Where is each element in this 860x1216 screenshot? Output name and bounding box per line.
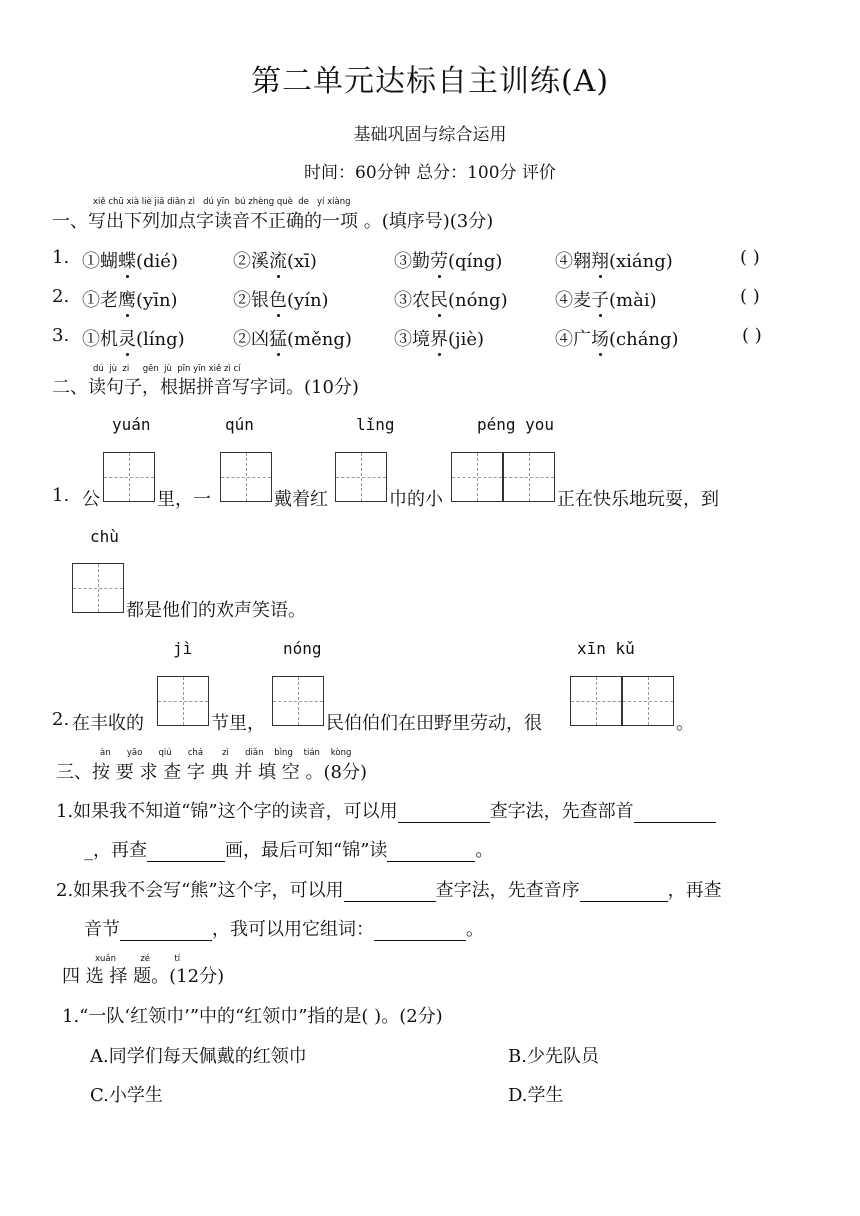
- s1-q2-opt-d: ④麦子(mài): [555, 286, 657, 312]
- s2-q1-pinyin-3: lǐng: [356, 415, 395, 434]
- s1-q1-opt-d: ④翱翔(xiáng): [555, 247, 673, 273]
- emphasis-dot-char: 场: [591, 325, 609, 351]
- s3-q2-text-e: ，我可以用它组词：: [212, 919, 374, 940]
- emphasis-dot-char: 猛: [269, 325, 287, 351]
- emphasis-dot-char: 民: [430, 286, 448, 312]
- writing-box-yuan[interactable]: [103, 452, 155, 502]
- writing-box-peng[interactable]: [451, 452, 503, 502]
- writing-box-you[interactable]: [503, 452, 555, 502]
- section-2-title: 二、读句子，根据拼音写字词。(10分): [52, 377, 359, 398]
- s3-q1-text-c: _，再查: [84, 840, 147, 861]
- exam-meta: 时间：60分钟 总分：100分 评价: [304, 163, 556, 183]
- s3-q2-text-b: 查字法，先查音序: [435, 880, 580, 901]
- writing-box-xin[interactable]: [570, 676, 622, 726]
- emphasis-dot-char: 界: [430, 325, 448, 351]
- s3-q1-blank-method[interactable]: [398, 804, 490, 823]
- s1-q3-opt-b: ②凶猛(měng): [233, 325, 352, 351]
- s2-q2-text-4: 。: [676, 713, 694, 734]
- s4-q1-option-c[interactable]: C.小学生: [90, 1085, 163, 1106]
- writing-box-ku[interactable]: [622, 676, 674, 726]
- s3-q1-blank-strokes[interactable]: [147, 843, 225, 862]
- s2-q2-text-2: 节里，: [211, 713, 265, 734]
- s2-q2-text-1: 在丰收的: [72, 713, 144, 734]
- s1-q3-opt-a: ①机灵(líng): [82, 325, 185, 351]
- s2-q2-pinyin-1: jì: [173, 639, 193, 658]
- s1-q2-opt-b: ②银色(yín): [233, 286, 329, 312]
- s1-q3-num: 3.: [52, 325, 70, 346]
- emphasis-dot-char: 鹰: [118, 286, 136, 312]
- page-subtitle: 基础巩固与综合运用: [353, 125, 507, 145]
- s3-q2-text-f: 。: [466, 919, 484, 940]
- s1-q3-answer-paren[interactable]: ( ): [742, 325, 762, 346]
- s4-q1-option-a[interactable]: A.同学们每天佩戴的红领巾: [90, 1046, 307, 1067]
- s2-q1-text-1: 公: [82, 489, 100, 510]
- s2-q1-text-6: 都是他们的欢声笑语。: [126, 600, 306, 621]
- s1-q1-num: 1.: [52, 247, 70, 268]
- s3-q1-blank-radical[interactable]: [634, 804, 716, 823]
- s3-q2-blank-letter[interactable]: [580, 883, 668, 902]
- s3-q2-text-a: 2.如果我不会写“熊”这个字，可以用: [56, 880, 344, 901]
- s2-q1-pinyin-1: yuán: [112, 415, 151, 434]
- s2-q2-num: 2.: [52, 709, 70, 730]
- section-2-pinyin: dú jù zi gēn jù pīn yīn xiě zì cí: [93, 364, 241, 374]
- s3-q1-blank-reading[interactable]: [387, 843, 475, 862]
- s2-q1-text-2: 里，一: [157, 489, 211, 510]
- s2-q1-num: 1.: [52, 485, 70, 506]
- s3-q1-text-e: 。: [475, 840, 494, 861]
- s3-q2-blank-word[interactable]: [374, 922, 466, 941]
- s1-q1-opt-a: ①蝴蝶(dié): [82, 247, 178, 273]
- s3-q1-text-d: 画，最后可知“锦”读: [225, 840, 388, 861]
- writing-box-nong[interactable]: [272, 676, 324, 726]
- s2-q2-pinyin-2: nóng: [283, 639, 322, 658]
- s3-q1-line-1: [56, 797, 716, 823]
- s3-q2-line-1: [56, 876, 722, 902]
- writing-box-chu[interactable]: [72, 563, 124, 613]
- emphasis-dot-char: 翔: [591, 247, 609, 273]
- emphasis-dot-char: 流: [269, 247, 287, 273]
- s4-q1-question: 1.“一队‘红领巾’”中的“红领巾”指的是( )。(2分): [62, 1006, 443, 1027]
- s3-q2-blank-method[interactable]: [344, 883, 436, 902]
- s2-q1-pinyin-2: qún: [225, 415, 254, 434]
- s4-q1-option-d[interactable]: D.学生: [508, 1085, 564, 1106]
- s2-q2-pinyin-3: xīn kǔ: [577, 639, 635, 658]
- s1-q2-answer-paren[interactable]: ( ): [740, 286, 760, 307]
- s1-q2-num: 2.: [52, 286, 70, 307]
- section-1-title: 一、写出下列加点字读音不正确的一项 。(填序号)(3分): [52, 211, 494, 232]
- emphasis-dot-char: 色: [269, 286, 287, 312]
- s2-q1-text-4: 巾的小: [389, 489, 443, 510]
- emphasis-dot-char: 蝶: [118, 247, 136, 273]
- s1-q1-opt-c: ③勤劳(qíng): [394, 247, 502, 273]
- s3-q1-line-2: [84, 836, 493, 862]
- emphasis-dot-char: 劳: [430, 247, 448, 273]
- s3-q2-blank-syllable[interactable]: [120, 922, 212, 941]
- s1-q1-answer-paren[interactable]: ( ): [740, 247, 760, 268]
- s1-q3-opt-d: ④广场(cháng): [555, 325, 679, 351]
- section-4-pinyin: xuǎn zé tí: [95, 954, 181, 964]
- s3-q2-line-2: [84, 915, 484, 941]
- emphasis-dot-char: 灵: [118, 325, 136, 351]
- s2-q2-text-3: 民伯伯们在田野里劳动，很: [326, 713, 542, 734]
- section-3-pinyin: àn yāo qiú chá zì diǎn bìng tián kòng: [100, 748, 352, 758]
- writing-box-ling[interactable]: [335, 452, 387, 502]
- section-3-title: 三、按 要 求 查 字 典 并 填 空 。(8分): [56, 762, 367, 783]
- s2-q1-pinyin-4: péng you: [477, 415, 555, 434]
- page-title: 第二单元达标自主训练(A): [250, 64, 610, 99]
- s2-q1-text-3: 戴着红: [274, 489, 328, 510]
- s3-q2-text-c: ，再查: [667, 880, 722, 901]
- s1-q2-opt-c: ③农民(nóng): [394, 286, 508, 312]
- s2-q1-pinyin-5: chù: [90, 527, 119, 546]
- writing-box-ji[interactable]: [157, 676, 209, 726]
- s3-q2-text-d: 音节: [84, 919, 120, 940]
- writing-box-qun[interactable]: [220, 452, 272, 502]
- s1-q3-opt-c: ③境界(jiè): [394, 325, 484, 351]
- s4-q1-option-b[interactable]: B.少先队员: [508, 1046, 599, 1067]
- s2-q1-text-5: 正在快乐地玩耍，到: [557, 489, 719, 510]
- s1-q1-opt-b: ②溪流(xī): [233, 247, 317, 273]
- s1-q2-opt-a: ①老鹰(yīn): [82, 286, 178, 312]
- emphasis-dot-char: 子: [591, 286, 609, 312]
- section-4-title: 四 选 择 题。(12分): [62, 966, 225, 987]
- section-1-pinyin: xiě chū xià liè jiā diǎn zì dú yīn bú zhèng què de yí xiàng: [93, 197, 351, 207]
- s3-q1-text-a: 1.如果我不知道“锦”这个字的读音，可以用: [56, 801, 398, 822]
- s3-q1-text-b: 查字法，先查部首: [489, 801, 634, 822]
